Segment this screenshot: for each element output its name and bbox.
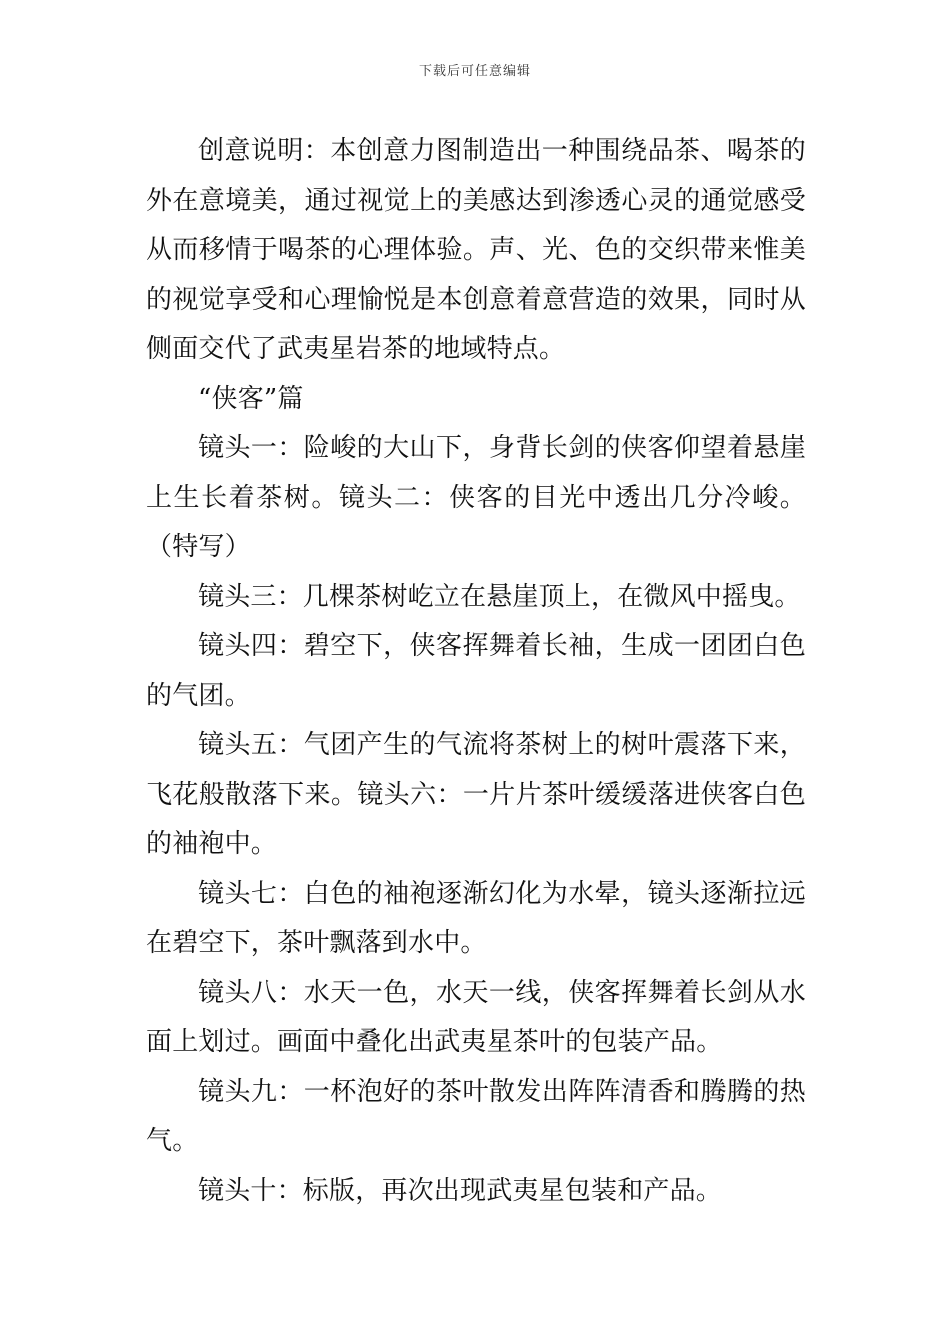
shot-paragraph: 镜头一：险峻的大山下，身背长剑的侠客仰望着悬崖上生长着茶树。镜头二：侠客的目光中透出几分冷峻。（特写） [146, 433, 806, 562]
shot-paragraph: 镜头九：一杯泡好的茶叶散发出阵阵清香和腾腾的热气。 [146, 1076, 806, 1156]
shot-paragraph: 镜头五：气团产生的气流将茶树上的树叶震落下来，飞花般散落下来。镜头六：一片片茶叶缓缓落进侠客白色的袖袍中。 [146, 730, 806, 859]
shot-paragraph: 镜头七：白色的袖袍逐渐幻化为水晕，镜头逐渐拉远在碧空下，茶叶飘落到水中。 [146, 878, 806, 958]
shot-paragraph: 镜头十：标版，再次出现武夷星包装和产品。 [198, 1175, 723, 1206]
page-header: 下载后可任意编辑 [418, 64, 531, 79]
document-body [146, 127, 806, 1216]
shot-paragraph: 镜头八：水天一色，水天一线，侠客挥舞着长剑从水面上划过。画面中叠化出武夷星茶叶的包装产品。 [146, 977, 806, 1057]
shot-paragraph: 镜头四：碧空下，侠客挥舞着长袖，生成一团团白色的气团。 [146, 631, 806, 711]
creative-description-paragraph: 创意说明：本创意力图制造出一种围绕品茶、喝茶的外在意境美，通过视觉上的美感达到渗透心灵的通觉感受从而移情于喝茶的心理体验。声、光、色的交织带来惟美的视觉享受和心理愉悦是本创意着意营造的效果，同时从侧面交代了武夷星岩茶的地域特点。 [146, 136, 806, 364]
shot-paragraph: 镜头三：几棵茶树屹立在悬崖顶上，在微风中摇曳。 [198, 581, 801, 612]
section-title: “侠客”篇 [198, 383, 304, 414]
